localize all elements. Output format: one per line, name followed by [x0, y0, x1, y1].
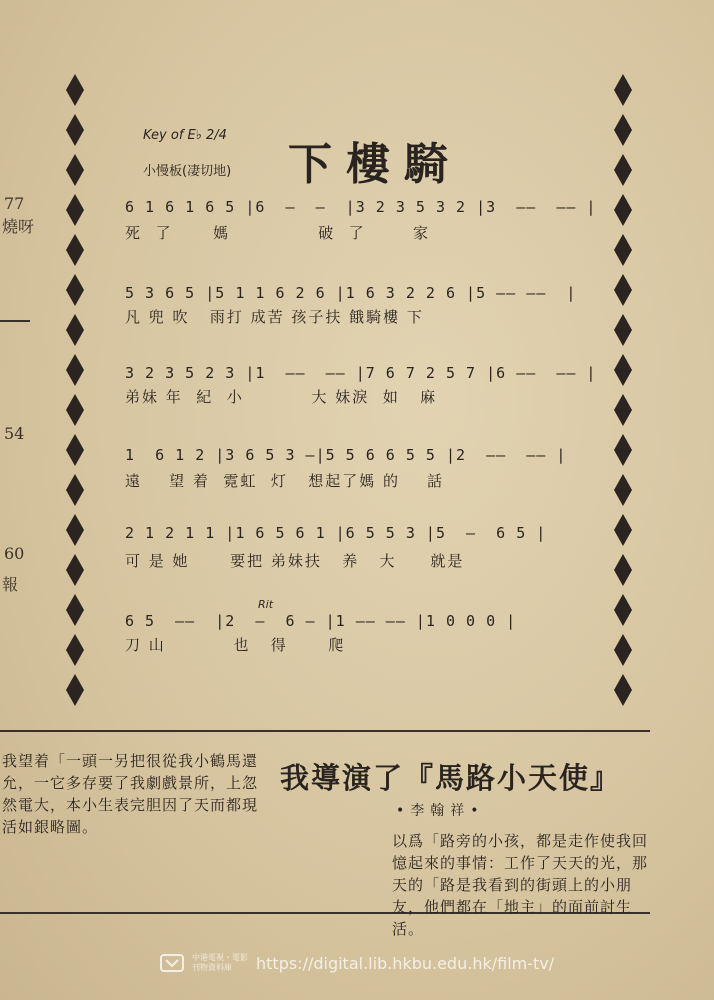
score-lyrics-row: 弟妹 年 紀 小 大 妹淚 如 麻: [125, 388, 438, 406]
left-fragment: 燒呀: [2, 217, 35, 236]
song-tempo: 小慢板(凄切地): [143, 164, 232, 179]
ritardando-marking: Rit: [258, 598, 274, 611]
left-fragment: 60: [4, 544, 25, 563]
score-notes-row: 2 1 2 1 1 |1 6 5 6 1 |6 5 5 3 |5 — 6 5 |: [125, 524, 547, 542]
score-lyrics-row: 遠 望 着 霓虹 灯 想起了媽 的 話: [125, 472, 445, 490]
left-fragment: 報: [2, 575, 19, 594]
score-lyrics-row: 刀 山 也 得 爬: [125, 636, 346, 654]
score-notes-row: 6 5 —— |2 — 6 — |1 —— —— |1 0 0 0 |: [125, 612, 517, 630]
score-notes-row: 3 2 3 5 2 3 |1 —— —— |7 6 7 2 5 7 |6 —— —— |: [125, 364, 597, 382]
library-logo-icon: [160, 952, 184, 974]
song-key: Key of E♭ 2/4: [143, 128, 227, 143]
score-lyrics-row: 凡 兜 吹 雨打 成苦 孩子扶 餓騎樓 下: [125, 308, 424, 326]
left-fragment-rule: [0, 320, 30, 322]
article-body: 以爲「路旁的小孩，都是走作使我回憶起來的事情：工作了天天的光，那天的「路是我看到的街頭上的小朋友，他們都在「地主」的面前討生活。: [392, 832, 649, 938]
score-notes-row: 1 6 1 2 |3 6 5 3 —|5 5 6 6 5 5 |2 —— —— |: [125, 446, 567, 464]
left-fragment: 77: [4, 194, 25, 213]
song-title: 下樓騎: [288, 139, 462, 190]
library-org-name: [192, 953, 248, 973]
article-left-text: 我望着「一頭一另把很從我小鶴馬還允，一它多存要了我劇戲景所，上忽然電大，本小生表完胆因了天而都現活如銀略圖。: [2, 752, 259, 836]
right-decorative-border: [612, 70, 634, 710]
left-decorative-border: [64, 70, 86, 710]
library-org-line: 刊物資料庫: [192, 963, 232, 972]
section-divider: [0, 730, 650, 732]
library-url-link[interactable]: https://digital.lib.hkbu.edu.hk/film-tv/: [256, 953, 555, 973]
score-notes-row: 6 1 6 1 6 5 |6 — — |3 2 3 5 3 2 |3 —— —— |: [125, 198, 597, 216]
score-lyrics-row: 死 了 媽 破 了 家: [125, 224, 431, 242]
score-notes-row: 5 3 6 5 |5 1 1 6 2 6 |1 6 3 2 2 6 |5 —— —— |: [125, 284, 577, 302]
left-fragment: 54: [4, 424, 25, 443]
score-lyrics-row: 可 是 她 要把 弟妹扶 养 大 就是: [125, 552, 465, 570]
article-title: 我導演了『馬路小天使』: [280, 761, 622, 795]
article-byline: •李翰祥•: [396, 803, 485, 819]
library-watermark: [160, 952, 554, 974]
library-org-line: 中港電視・電影: [192, 953, 248, 962]
